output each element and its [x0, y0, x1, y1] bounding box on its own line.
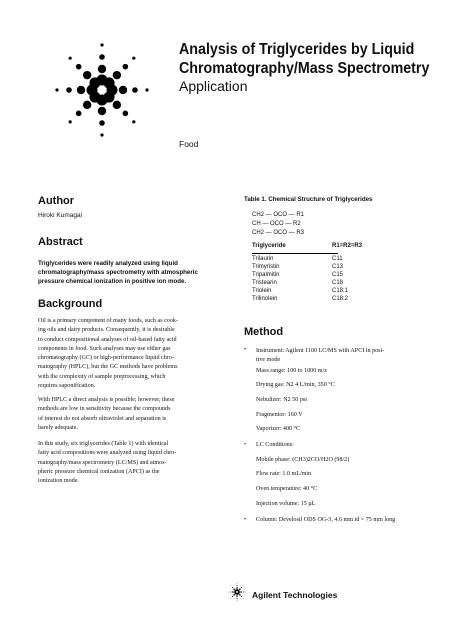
table-header-r: R1=R2=R3	[332, 243, 363, 249]
table-row: Trilaurin C11	[252, 256, 343, 262]
abstract-text: Triglycerides were readily analyzed using liquid chromatography/mass spectrometry with atmospheric pressure chemical ionization in positive ion mode.	[38, 260, 198, 286]
document-category: Food	[179, 139, 199, 149]
table-row: Trilinolein C18:2	[252, 296, 349, 302]
table-header-triglyceride: Triglyceride	[252, 243, 286, 249]
bullet-icon: •	[244, 517, 247, 523]
method-mass-range: Mass range: 100 to 1000 m/z	[256, 368, 327, 374]
abstract-heading: Abstract	[38, 236, 83, 248]
agilent-logo-icon	[50, 38, 154, 142]
method-vaporizer: Vaporizer: 400 °C	[256, 426, 301, 432]
background-paragraph-2: With HPLC a direct analysis is possible; however, these methods are low in sensitivity because the compounds of interest do not absorb ultraviolet and separation is barely adequate.	[38, 397, 175, 431]
structure-line-2: CH — OCO — R2	[252, 221, 301, 227]
table-row: Tristearin C18	[252, 280, 344, 286]
author-heading: Author	[38, 195, 75, 207]
table-row: Trimyristin C13	[252, 264, 344, 270]
method-injection-volume: Injection volume: 15 µL	[256, 501, 316, 507]
table-header-rule	[252, 253, 338, 254]
method-nebulizer: Nebulizer: N2 50 psi	[256, 397, 307, 403]
background-paragraph-3: In this study, six triglycerides (Table 1) with identical fatty acid compositions were analyzed using liquid chro- matography/mass spectrometry (LC/MS) and atmos- pheric pressure chemical ionization (APCI) as the ionization mode.	[38, 441, 177, 485]
structure-line-1: CH2 — OCO — R1	[252, 212, 305, 218]
author-name: Hiroki Kumagai	[38, 212, 83, 219]
table-header-row	[252, 243, 363, 249]
background-paragraph-1: Oil is a primary component of many foods, such as cook- ing oils and dairy products. Consequently, it is desirable to conduct compositional analyses of oil-based fatty acid components in food. Such analyses may use either gas chromatography (GC) or high-performance liquid chro- matography (HPLC), but the GC methods have problems with the complexity of sample preprocessing, which requires saponification.	[38, 318, 178, 390]
structure-line-3: CH2 — OCO — R3	[252, 230, 305, 236]
method-mobile-phase: Mobile phase: (CH3)2CO/H2O (98/2)	[256, 457, 350, 463]
method-fragmentor: Fragmentor: 160 V	[256, 412, 303, 418]
method-oven-temperature: Oven temperature: 40 °C	[256, 486, 318, 492]
brand-name: Agilent Technologies	[252, 590, 338, 600]
table-caption: Table 1. Chemical Structure of Triglycerides	[244, 196, 373, 203]
method-column: Column: Develosil ODS OG-3, 4.6 mm id × 75 mm long	[256, 517, 396, 523]
document-subtitle: Application	[179, 78, 248, 94]
agilent-logo-small-icon	[227, 582, 247, 602]
method-drying-gas: Drying gas: N2 4 L/min, 350 °C	[256, 382, 335, 388]
background-heading: Background	[38, 298, 103, 310]
table-row: Tripalmitin C15	[252, 272, 344, 278]
bullet-icon: •	[244, 442, 247, 448]
method-lc-conditions: LC Conditions:	[256, 442, 294, 448]
method-heading: Method	[244, 326, 284, 338]
method-instrument: Instrument: Agilent 1100 LC/MS with APCI in posi- tive mode	[256, 348, 385, 364]
table-row: Triolein C18:1	[252, 288, 349, 294]
bullet-icon: •	[244, 347, 247, 353]
method-flow-rate: Flow rate: 1.0 mL/min	[256, 471, 312, 477]
document-title: Analysis of Triglycerides by Liquid Chromatography/Mass Spectrometry	[179, 41, 430, 77]
